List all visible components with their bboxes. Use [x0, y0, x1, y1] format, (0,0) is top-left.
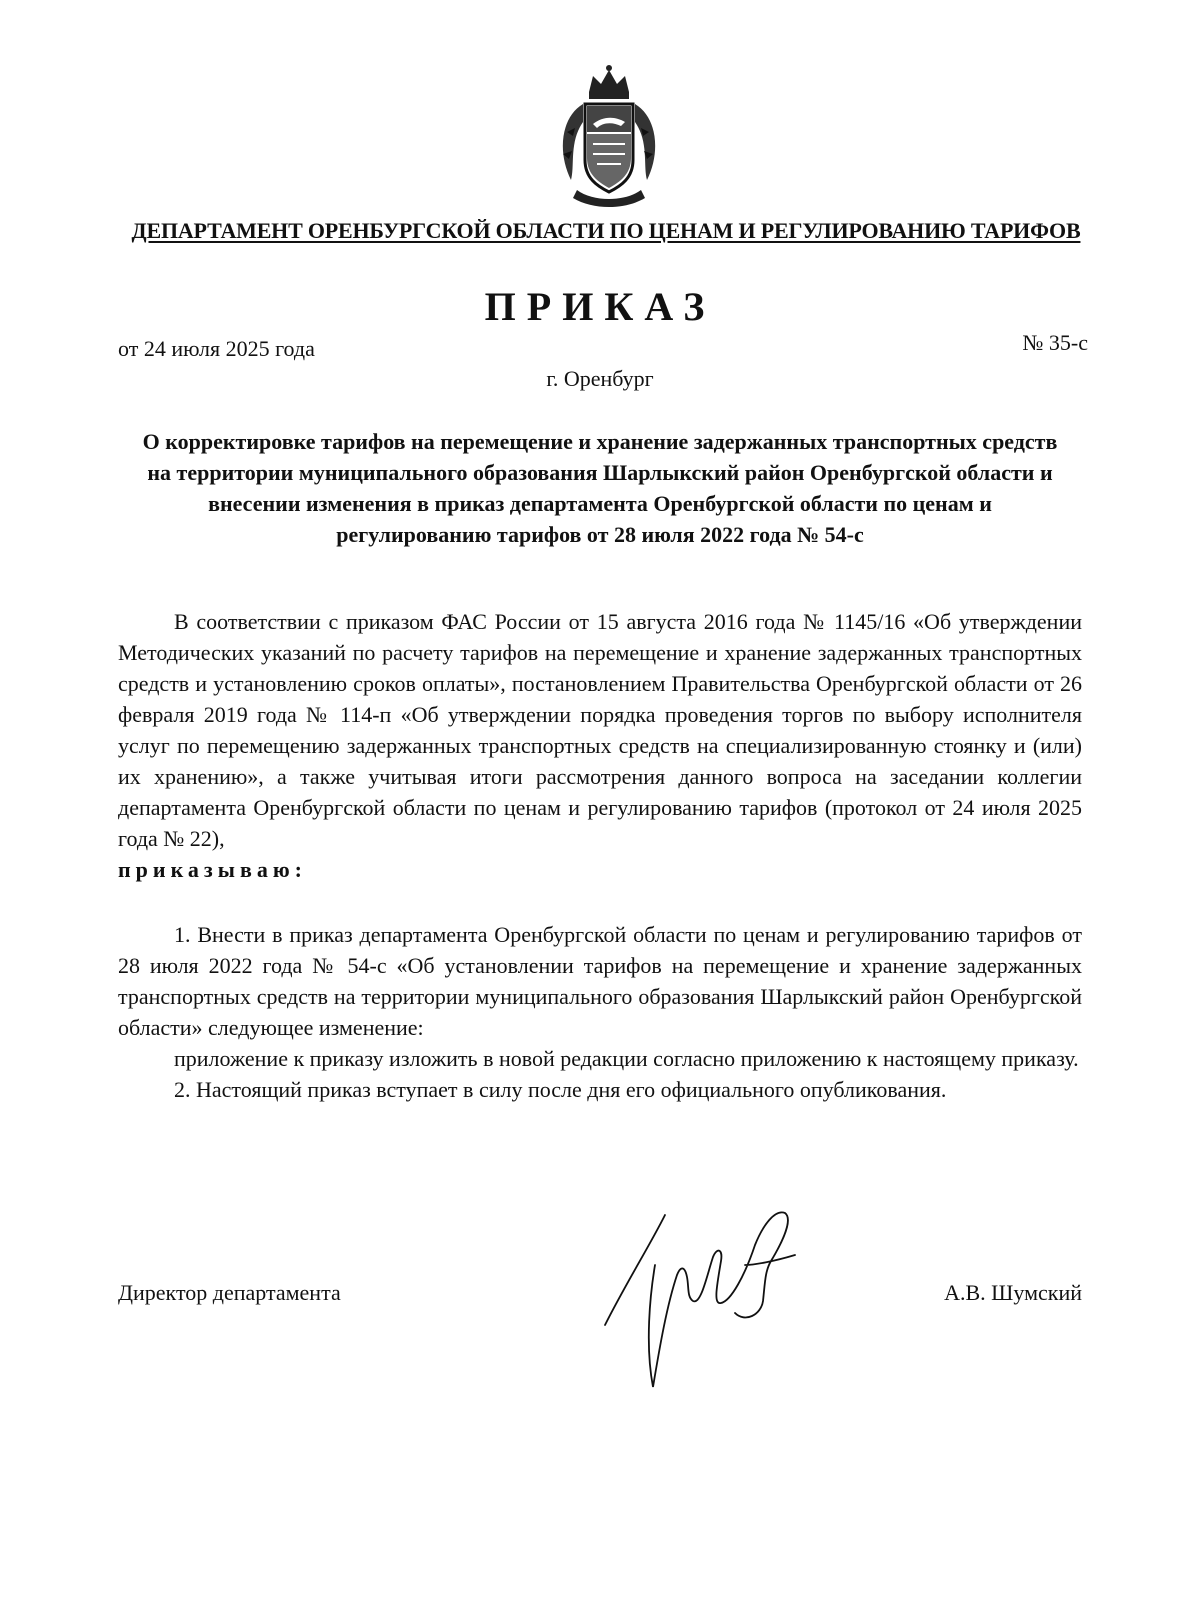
handwritten-signature	[595, 1205, 805, 1390]
item-1-paragraph: 1. Внести в приказ департамента Оренбургской области по ценам и регулированию тарифов от 28 июля 2022 года № 54-с «Об установлении тарифов на перемещение и хранение задержанных транспортных средств на территории муниципального образования Шарлыкский район Оренбургской области» следующее изменение:	[118, 922, 1082, 1040]
signer-position: Директор департамента	[118, 1280, 341, 1305]
signer-name: А.В. Шумский	[944, 1280, 1082, 1305]
order-date: от 24 июля 2025 года	[118, 336, 315, 361]
document-title: ПРИКАЗ	[484, 284, 716, 329]
order-city: г. Оренбург	[546, 366, 654, 391]
order-subject: О корректировке тарифов на перемещение и хранение задержанных транспортных средств на территории муниципального образования Шарлыкский район Оренбургской области и внесении изменения в приказ департамента Оренбургской области по ценам и регулированию тарифов от 28 июля 2022 года № 54-с	[142, 429, 1058, 547]
item-1-detail-paragraph: приложение к приказу изложить в новой редакции согласно приложению к настоящему приказу.	[174, 1046, 1079, 1071]
coat-of-arms-emblem	[553, 62, 665, 212]
preamble-paragraph: В соответствии с приказом ФАС России от 15 августа 2016 года № 1145/16 «Об утверждении Методических указаний по расчету тарифов на перемещение и хранение задержанных транспортных средств и установлению сроков оплаты», постановлением Правительства Оренбургской области от 26 февраля 2019 года № 114-п «Об утверждении порядка проведения торгов по выбору исполнителя услуг по перемещению задержанных транспортных средств на специализированную стоянку и (или) их хранению», а также учитывая итоги рассмотрения данного вопроса на заседании коллегии департамента Оренбургской области по ценам и регулированию тарифов (протокол от 24 июля 2025 года № 22),	[118, 609, 1082, 851]
order-number: № 35-с	[1022, 330, 1088, 355]
order-body	[118, 606, 1082, 1105]
department-name: ДЕПАРТАМЕНТ ОРЕНБУРГСКОЙ ОБЛАСТИ ПО ЦЕНАМ И РЕГУЛИРОВАНИЮ ТАРИФОВ	[131, 218, 1081, 243]
orders-word: приказываю:	[118, 857, 307, 882]
item-2-paragraph: 2. Настоящий приказ вступает в силу после дня его официального опубликования.	[174, 1077, 947, 1102]
